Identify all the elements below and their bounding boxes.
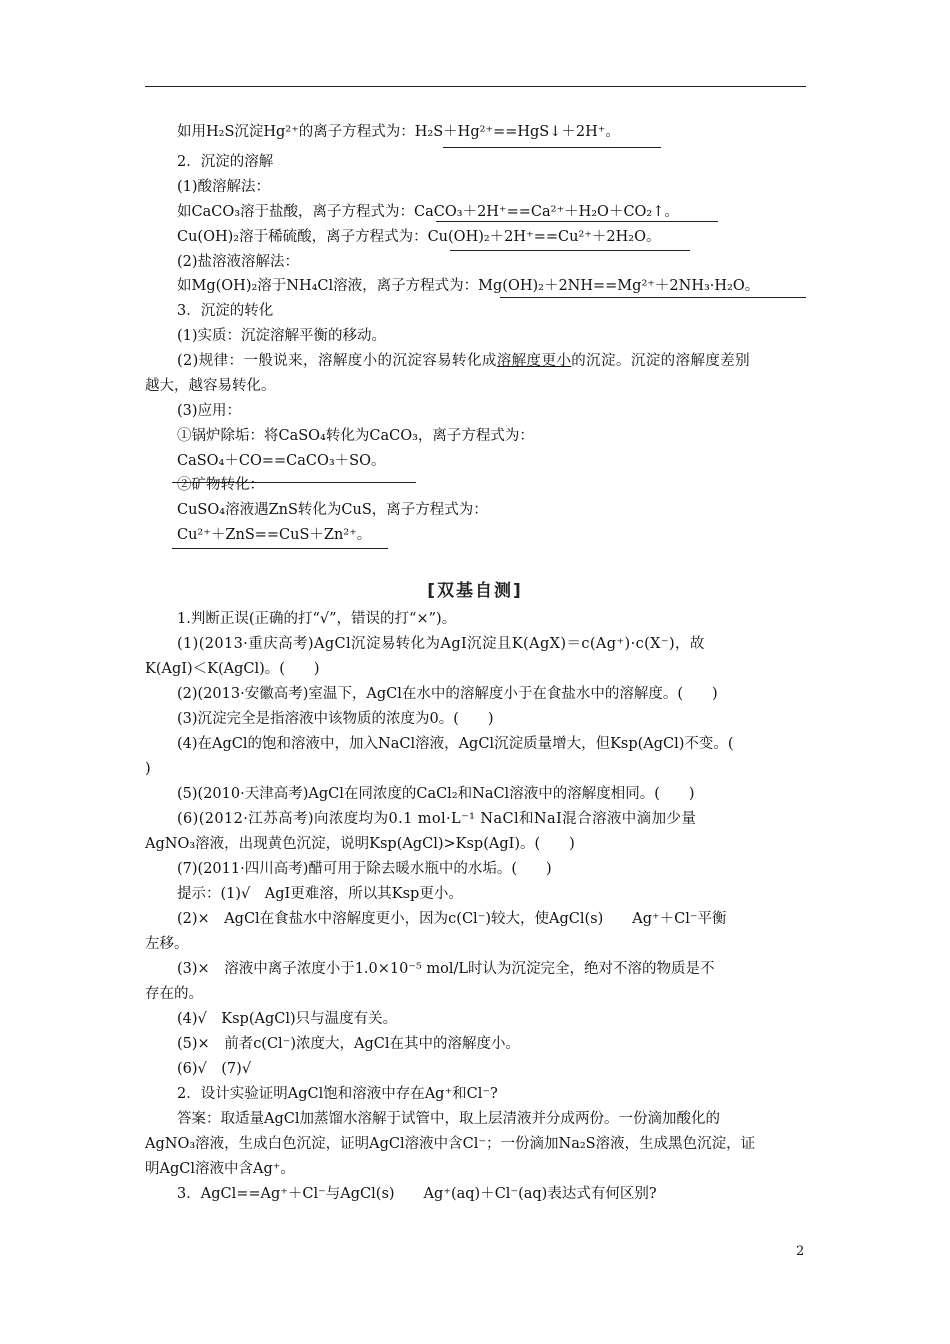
underlined-answer: 溶解度更小 <box>496 353 572 369</box>
hint-line: 存在的。 <box>145 986 203 1002</box>
text-line: 如用H₂S沉淀Hg²⁺的离子方程式为：H₂S＋Hg²⁺==HgS↓＋2H⁺。 <box>177 124 620 140</box>
header-rule <box>145 86 806 87</box>
question-line: (2)(2013·安徽高考)室温下，AgCl在水中的溶解度小于在食盐水中的溶解度。( ) <box>177 686 718 702</box>
hint-line: (5)× 前者c(Cl⁻)浓度大，AgCl在其中的溶解度小。 <box>177 1036 520 1052</box>
answer-underline <box>436 221 718 222</box>
answer-underline <box>172 548 388 549</box>
page-number: 2 <box>796 1244 805 1259</box>
question-line: (4)在AgCl的饱和溶液中，加入NaCl溶液，AgCl沉淀质量增大，但Ksp(AgCl)不变。( <box>177 736 734 752</box>
question-line: (7)(2011·四川高考)醋可用于除去暖水瓶中的水垢。( ) <box>177 861 552 877</box>
hint-line: (3)× 溶液中离子浓度小于1.0×10⁻⁵ mol/L时认为沉淀完全，绝对不溶的物质是不 <box>177 961 715 977</box>
answer-underline <box>443 147 661 148</box>
hint-line: 提示：(1)√ AgI更难溶，所以其Ksp更小。 <box>177 886 463 902</box>
hint-line: (4)√ Ksp(AgCl)只与温度有关。 <box>177 1011 398 1027</box>
question-line: ) <box>145 761 151 777</box>
text-line: (3)应用： <box>177 403 242 419</box>
hint-line: (6)√ (7)√ <box>177 1061 252 1077</box>
text-line: 如Mg(OH)₂溶于NH₄Cl溶液，离子方程式为：Mg(OH)₂＋2NH==Mg²⁺＋2NH₃·H₂O。 <box>177 278 760 294</box>
question-line: (1)(2013·重庆高考)AgCl沉淀易转化为AgI沉淀且K(AgX)＝c(Ag⁺)·c(X⁻)，故 <box>177 636 705 652</box>
hint-line: 左移。 <box>145 936 189 952</box>
question-line: K(AgI)＜K(AgCl)。( ) <box>145 661 320 677</box>
answer-line: 答案：取适量AgCl加蒸馏水溶解于试管中，取上层清液并分成两份。一份滴加酸化的 <box>177 1111 720 1127</box>
question-line: (6)(2012·江苏高考)向浓度均为0.1 mol·L⁻¹ NaCl和NaI混合溶液中滴加少量 <box>177 811 697 827</box>
text-line: CaSO₄＋CO==CaCO₃＋SO。 <box>177 453 386 469</box>
text-line: 2．沉淀的溶解 <box>177 154 274 170</box>
text-line: 3．沉淀的转化 <box>177 303 274 319</box>
text-line: ①锅炉除垢：将CaSO₄转化为CaCO₃，离子方程式为： <box>177 428 534 444</box>
answer-line: 明AgCl溶液中含Ag⁺。 <box>145 1161 295 1177</box>
question-line: 2．设计实验证明AgCl饱和溶液中存在Ag⁺和Cl⁻? <box>177 1086 498 1102</box>
question-line: (5)(2010·天津高考)AgCl在同浓度的CaCl₂和NaCl溶液中的溶解度相同。( ) <box>177 786 695 802</box>
section-banner: [双基自测] <box>427 581 523 601</box>
text-line: (1)实质：沉淀溶解平衡的移动。 <box>177 328 387 344</box>
text-line: (2)规律：一般说来，溶解度小的沉淀容易转化成溶解度更小的沉淀。沉淀的溶解度差别 <box>177 353 751 369</box>
text-line: 如CaCO₃溶于盐酸，离子方程式为：CaCO₃＋2H⁺==Ca²⁺＋H₂O＋CO₂↑。 <box>177 204 679 220</box>
text-line: Cu(OH)₂溶于稀硫酸，离子方程式为：Cu(OH)₂＋2H⁺==Cu²⁺＋2H₂O。 <box>177 229 661 245</box>
answer-underline <box>500 297 806 298</box>
question-line: 1.判断正误(正确的打“√”，错误的打“×”)。 <box>177 611 457 627</box>
question-line: (3)沉淀完全是指溶液中该物质的浓度为0。( ) <box>177 711 494 727</box>
text-line: Cu²⁺＋ZnS==CuS＋Zn²⁺。 <box>177 527 372 543</box>
answer-line: AgNO₃溶液，生成白色沉淀，证明AgCl溶液中含Cl⁻；一份滴加Na₂S溶液，生成黑色沉淀，证 <box>145 1136 756 1152</box>
answer-underline <box>450 250 690 251</box>
text-line: (1)酸溶解法： <box>177 179 271 195</box>
text-line: ②矿物转化： <box>177 477 264 493</box>
hint-line: (2)× AgCl在食盐水中溶解度更小，因为c(Cl⁻)较大，使AgCl(s) Ag⁺＋Cl⁻平衡 <box>177 911 727 927</box>
text-line: (2)盐溶液溶解法： <box>177 254 300 270</box>
question-line: AgNO₃溶液，出现黄色沉淀，说明Ksp(AgCl)>Ksp(AgI)。( ) <box>145 836 575 852</box>
text-line: 越大，越容易转化。 <box>145 378 276 394</box>
text-line: CuSO₄溶液遇ZnS转化为CuS，离子方程式为： <box>177 502 488 518</box>
question-line: 3．AgCl==Ag⁺＋Cl⁻与AgCl(s) Ag⁺(aq)＋Cl⁻(aq)表达式有何区别? <box>177 1186 657 1202</box>
